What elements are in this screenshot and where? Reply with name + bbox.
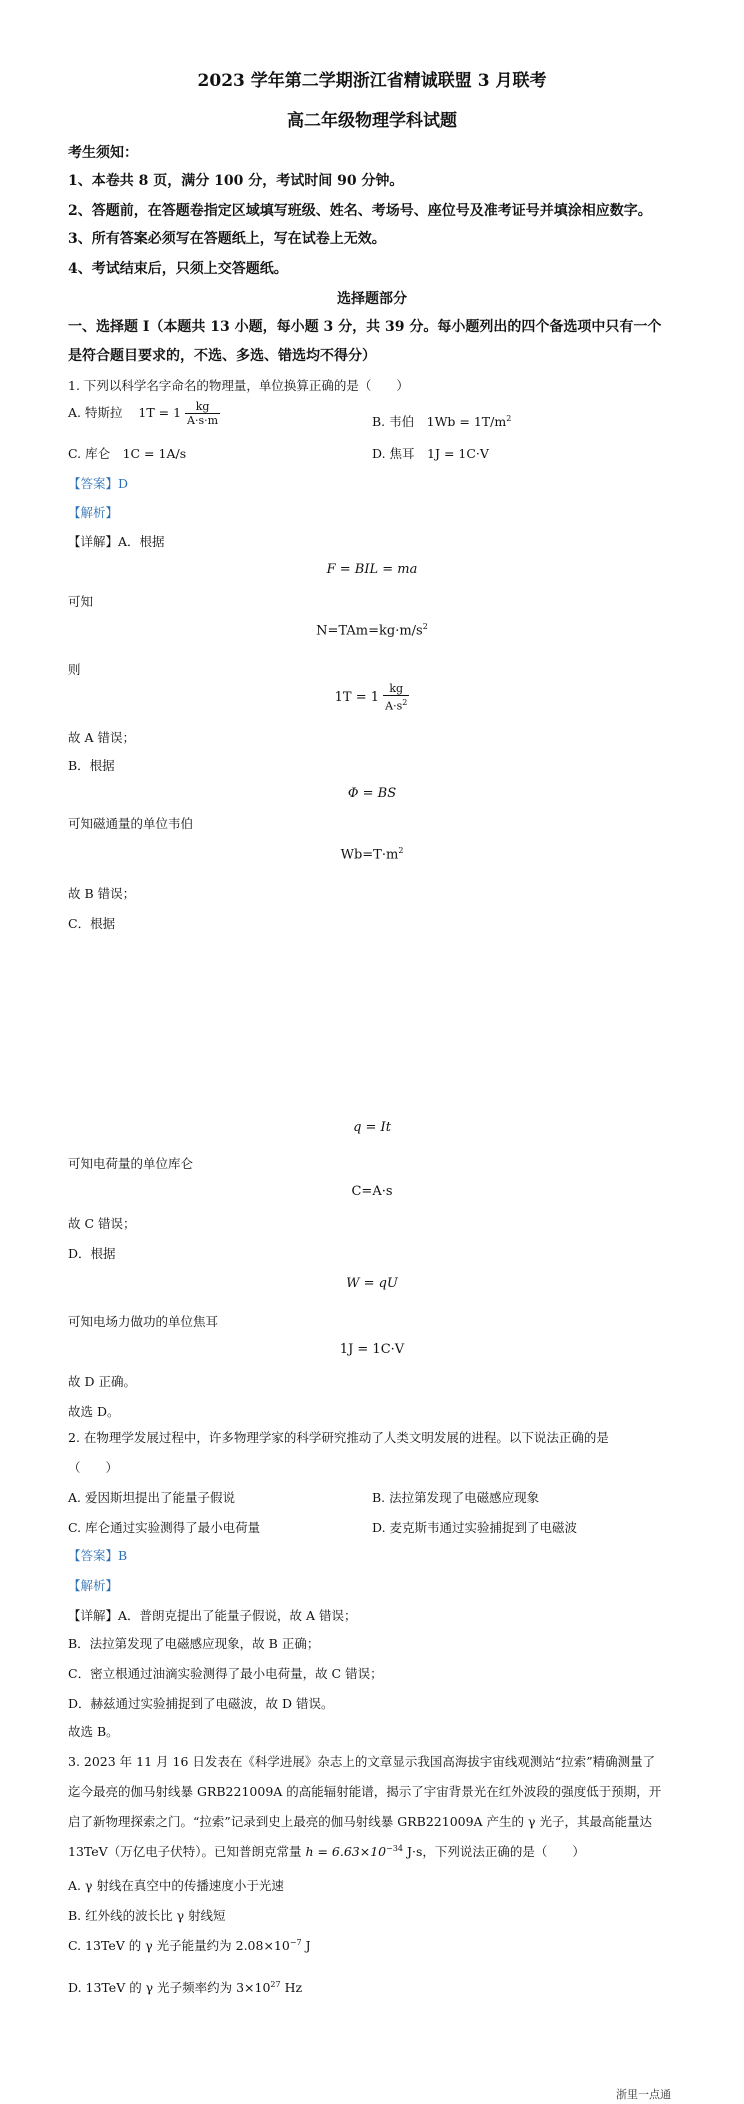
detail-text: 【详解】A．普朗克提出了能量子假说，故 A 错误； — [68, 1608, 357, 1623]
answer-label: 【答案】B — [68, 1548, 128, 1563]
unit: Hz — [280, 1980, 303, 1995]
option-d — [68, 1978, 302, 1996]
detail-text: 故 A 错误； — [68, 730, 135, 745]
superscript: 2 — [422, 622, 428, 631]
detail-text: B．根据 — [68, 758, 115, 773]
equation-text: N=TAm=kg·m/s — [316, 623, 423, 639]
option-d: D. 焦耳 1J = 1C·V — [372, 446, 489, 461]
option-b: B. 红外线的波长比 γ 射线短 — [68, 1908, 226, 1923]
detail-text: 故 C 错误； — [68, 1216, 136, 1231]
superscript: −34 — [386, 1843, 404, 1853]
analysis-label: 【解析】 — [68, 1578, 119, 1593]
notice-item: 1、本卷共 8 页，满分 100 分，考试时间 90 分钟。 — [68, 173, 404, 189]
option-b: B. 法拉第发现了电磁感应现象 — [372, 1490, 540, 1505]
superscript: 2 — [506, 413, 512, 423]
detail-text: 可知电场力做功的单位焦耳 — [68, 1314, 219, 1329]
detail-text: 故 B 错误； — [68, 886, 136, 901]
question-stem: 2. 在物理学发展过程中，许多物理学家的科学研究推动了人类文明发展的进程。以下说法正确的是 — [68, 1430, 609, 1445]
detail-text: D．赫兹通过实验捕捉到了电磁波，故 D 错误。 — [68, 1696, 334, 1711]
equation: q = It — [353, 1120, 391, 1135]
detail-text: 故选 D。 — [68, 1404, 120, 1419]
equation — [0, 846, 744, 862]
equation: W = qU — [346, 1276, 398, 1291]
option-text: C. 13TeV 的 γ 光子能量约为 2.08×10 — [68, 1938, 290, 1953]
option-a: A. γ 射线在真空中的传播速度小于光速 — [68, 1878, 284, 1893]
notice-item: 3、所有答案必须写在答题纸上，写在试卷上无效。 — [68, 231, 386, 247]
superscript: −7 — [289, 1937, 302, 1947]
question-stem-cont: 迄今最亮的伽马射线暴 GRB221009A 的高能辐射能谱，揭示了宇宙背景光在红外波段的强度低于预期，开 — [68, 1784, 662, 1799]
denominator-text: A·s — [385, 699, 403, 713]
section-title: 选择题部分 — [337, 291, 407, 307]
unit: J — [301, 1938, 311, 1953]
fraction-numerator: kg — [185, 400, 220, 414]
detail-text: B．法拉第发现了电磁感应现象，故 B 正确； — [68, 1636, 320, 1651]
unit: J·s — [403, 1844, 423, 1859]
equation: F = BIL = ma — [326, 562, 418, 577]
exam-title: 2023 学年第二学期浙江省精诚联盟 3 月联考 — [197, 71, 547, 91]
option-a-lhs: 1T = 1 — [138, 405, 182, 420]
superscript: 27 — [270, 1979, 281, 1989]
detail-text: 则 — [68, 662, 81, 677]
equation — [0, 682, 744, 713]
notice-heading: 考生须知： — [68, 145, 138, 161]
option-d: D. 麦克斯韦通过实验捕捉到了电磁波 — [372, 1520, 578, 1535]
equation-text: Wb=T·m — [340, 847, 399, 863]
option-a — [68, 400, 220, 427]
fraction-denominator — [383, 696, 409, 713]
equation: C=A·s — [351, 1184, 393, 1199]
option-text: D. 13TeV 的 γ 光子频率约为 3×10 — [68, 1980, 271, 1995]
detail-text: 【详解】A．根据 — [68, 534, 165, 549]
detail-text: 故 D 正确。 — [68, 1374, 136, 1389]
detail-text: 可知磁通量的单位韦伯 — [68, 816, 194, 831]
detail-text: 可知电荷量的单位库仑 — [68, 1156, 194, 1171]
question-stem: 1. 下列以科学名字命名的物理量，单位换算正确的是（ ） — [68, 378, 409, 393]
question-paren: （ ） — [68, 1460, 119, 1475]
equation-lhs: 1T = 1 — [334, 689, 380, 705]
option-a: A. 爱因斯坦提出了能量子假说 — [68, 1490, 235, 1505]
question-stem-cont: 启了新物理探索之门。“拉索”记录到史上最亮的伽马射线暴 GRB221009A 产生的 γ 光子，其最高能量达 — [68, 1814, 652, 1829]
equation: Φ = BS — [347, 786, 397, 801]
option-c: C. 库仑 1C = 1A/s — [68, 446, 187, 461]
stem-text: ，下列说法正确的是（ ） — [422, 1844, 585, 1859]
fraction-denominator: A·s·m — [187, 414, 219, 427]
option-c: C. 库仑通过实验测得了最小电荷量 — [68, 1520, 261, 1535]
detail-text: D．根据 — [68, 1246, 116, 1261]
equation-fraction — [383, 682, 409, 713]
answer-label: 【答案】D — [68, 476, 129, 491]
detail-text: C．密立根通过油滴实验测得了最小电荷量，故 C 错误； — [68, 1666, 383, 1681]
stem-text: 13TeV（万亿电子伏特）。已知普朗克常量 — [68, 1844, 302, 1859]
option-b — [372, 412, 511, 430]
superscript: 2 — [398, 846, 404, 855]
detail-text: 故选 B。 — [68, 1724, 119, 1739]
exam-subtitle: 高二年级物理学科试题 — [287, 111, 457, 131]
detail-text: C．根据 — [68, 916, 116, 931]
option-a-fraction — [185, 400, 220, 427]
detail-text: 可知 — [68, 594, 94, 609]
question-stem-cont — [68, 1842, 585, 1860]
option-b-text: B. 韦伯 1Wb = 1T/m — [372, 414, 507, 429]
watermark: 浙里一点通 — [616, 2088, 671, 2101]
superscript: 2 — [402, 698, 408, 707]
analysis-label: 【解析】 — [68, 505, 119, 520]
fraction-numerator: kg — [383, 682, 409, 696]
notice-item: 4、考试结束后，只须上交答题纸。 — [68, 261, 288, 277]
equation — [0, 622, 744, 638]
option-c — [68, 1936, 311, 1954]
planck-constant: h = 6.63×10 — [305, 1844, 387, 1859]
part-instructions-cont: 是符合题目要求的，不选、多选、错选均不得分） — [68, 348, 376, 364]
option-a-label: A. 特斯拉 — [68, 405, 123, 420]
question-stem: 3. 2023 年 11 月 16 日发表在《科学进展》杂志上的文章显示我国高海拔宇宙线观测站“拉索”精确测量了 — [68, 1754, 656, 1769]
part-instructions: 一、选择题 Ⅰ（本题共 13 小题，每小题 3 分，共 39 分。每小题列出的四个备选项中只有一个 — [68, 319, 662, 335]
notice-item: 2、答题前，在答题卷指定区域填写班级、姓名、考场号、座位号及准考证号并填涂相应数字。 — [68, 203, 652, 219]
equation: 1J = 1C·V — [339, 1342, 405, 1357]
